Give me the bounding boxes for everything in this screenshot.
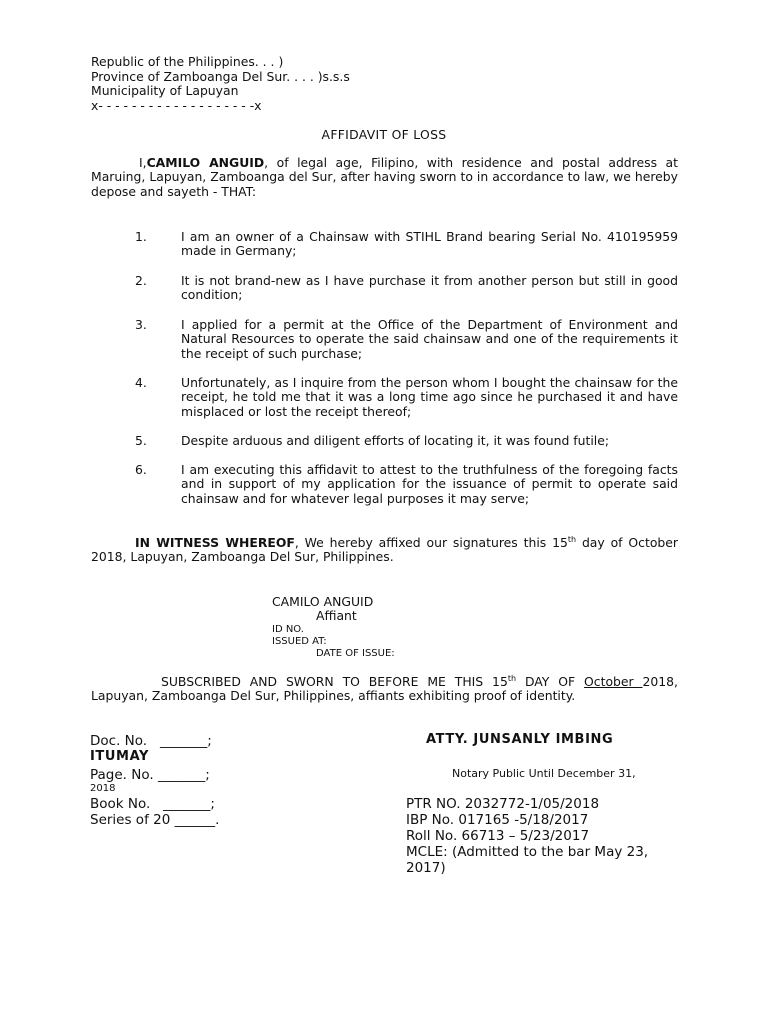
witness-lead: IN WITNESS WHEREOF (135, 535, 295, 550)
statement-number: 5. (135, 433, 147, 448)
ibp-number: IBP No. 017165 -5/18/2017 (406, 812, 589, 828)
series-field: Series of 20 ______. (90, 812, 220, 828)
intro-paragraph (91, 156, 678, 199)
statement-number: 6. (135, 462, 147, 477)
statement-text: Unfortunately, as I inquire from the person whom I bought the chainsaw for the receipt, he told me that it was a long time ago since he purchased it and have misplaced or lost the receipt thereof; (181, 375, 678, 419)
statement-text: I am executing this affidavit to attest to the truthfulness of the foregoing facts and in support of my application for the issuance of permit to operate said chainsaw and for whatever legal purposes it may serve; (181, 462, 678, 506)
jurat-text-2: DAY OF (516, 674, 585, 689)
id-number-label: ID NO. (272, 624, 304, 635)
mcle-info: MCLE: (Admitted to the bar May 23, 2017) (406, 844, 649, 876)
jurat-text-3: 2018, Lapuyan, Zamboanga Del Sur, Philippines, affiants exhibiting proof of identity. (91, 674, 678, 704)
affiant-label: Affiant (316, 608, 357, 623)
roll-number: Roll No. 66713 – 5/23/2017 (406, 828, 590, 844)
caption-line-province: Province of Zamboanga Del Sur. . . . )s.s.s (91, 68, 350, 84)
witness-text-2: day of October 2018, Lapuyan, Zamboanga Del Sur, Philippines. (91, 535, 679, 565)
witness-text-1: , We hereby affixed our signatures this 15 (294, 535, 568, 550)
venue-caption (91, 55, 511, 113)
statement-text: I applied for a permit at the Office of the Department of Environment and Natural Resources to operate the said chainsaw and one of the requirements it the receipt of such purchase; (181, 317, 678, 361)
intro-prefix: I, (139, 155, 147, 170)
caption-line-republic: Republic of the Philippines. . . ) (91, 54, 284, 69)
notary-name: ATTY. JUNSANLY IMBING (426, 732, 614, 747)
page-number-field: Page. No. _______; (90, 767, 210, 783)
affiant-name-inline: CAMILO ANGUID (146, 155, 265, 170)
statement-number: 2. (135, 273, 147, 288)
statement-text: It is not brand-new as I have purchase it from another person but still in good condition; (181, 273, 678, 303)
intro-text: , of legal age, Filipino, with residence and postal address at Maruing, Lapuyan, Zamboanga del Sur, after having sworn to in accordance to law, we hereby depose and sayeth - THAT: (91, 155, 678, 199)
witness-ordinal: th (567, 534, 577, 544)
jurat-paragraph (91, 675, 678, 704)
jurat-text-1: SUBSCRIBED AND SWORN TO BEFORE ME THIS 15 (161, 674, 508, 689)
jurat-ordinal: th (507, 673, 517, 683)
notary-name-continued: ITUMAY (90, 749, 150, 764)
statement-number: 4. (135, 375, 147, 390)
doc-number-field: Doc. No. _______; (90, 733, 212, 749)
ptr-number: PTR NO. 2032772-1/05/2018 (406, 796, 600, 812)
witness-paragraph (91, 536, 678, 565)
statement-number: 1. (135, 229, 147, 244)
document-title: AFFIDAVIT OF LOSS (321, 127, 447, 142)
statement-text: I am an owner of a Chainsaw with STIHL Brand bearing Serial No. 410195959 made in Germany; (181, 229, 678, 259)
caption-line-divider: x- - - - - - - - - - - - - - - - - - -x (91, 97, 262, 113)
notary-commission-year: 2018 (90, 783, 116, 794)
jurat-month: October (584, 674, 643, 689)
statement-text: Despite arduous and diligent efforts of locating it, it was found futile; (181, 433, 610, 448)
issued-at-label: ISSUED AT: (272, 636, 327, 647)
notary-commission: Notary Public Until December 31, (452, 767, 636, 780)
date-of-issue-label: DATE OF ISSUE: (316, 648, 395, 659)
book-number-field: Book No. _______; (90, 796, 215, 812)
statement-number: 3. (135, 317, 147, 332)
caption-line-municipality: Municipality of Lapuyan (91, 83, 239, 98)
affiant-signature-name: CAMILO ANGUID (272, 594, 374, 609)
